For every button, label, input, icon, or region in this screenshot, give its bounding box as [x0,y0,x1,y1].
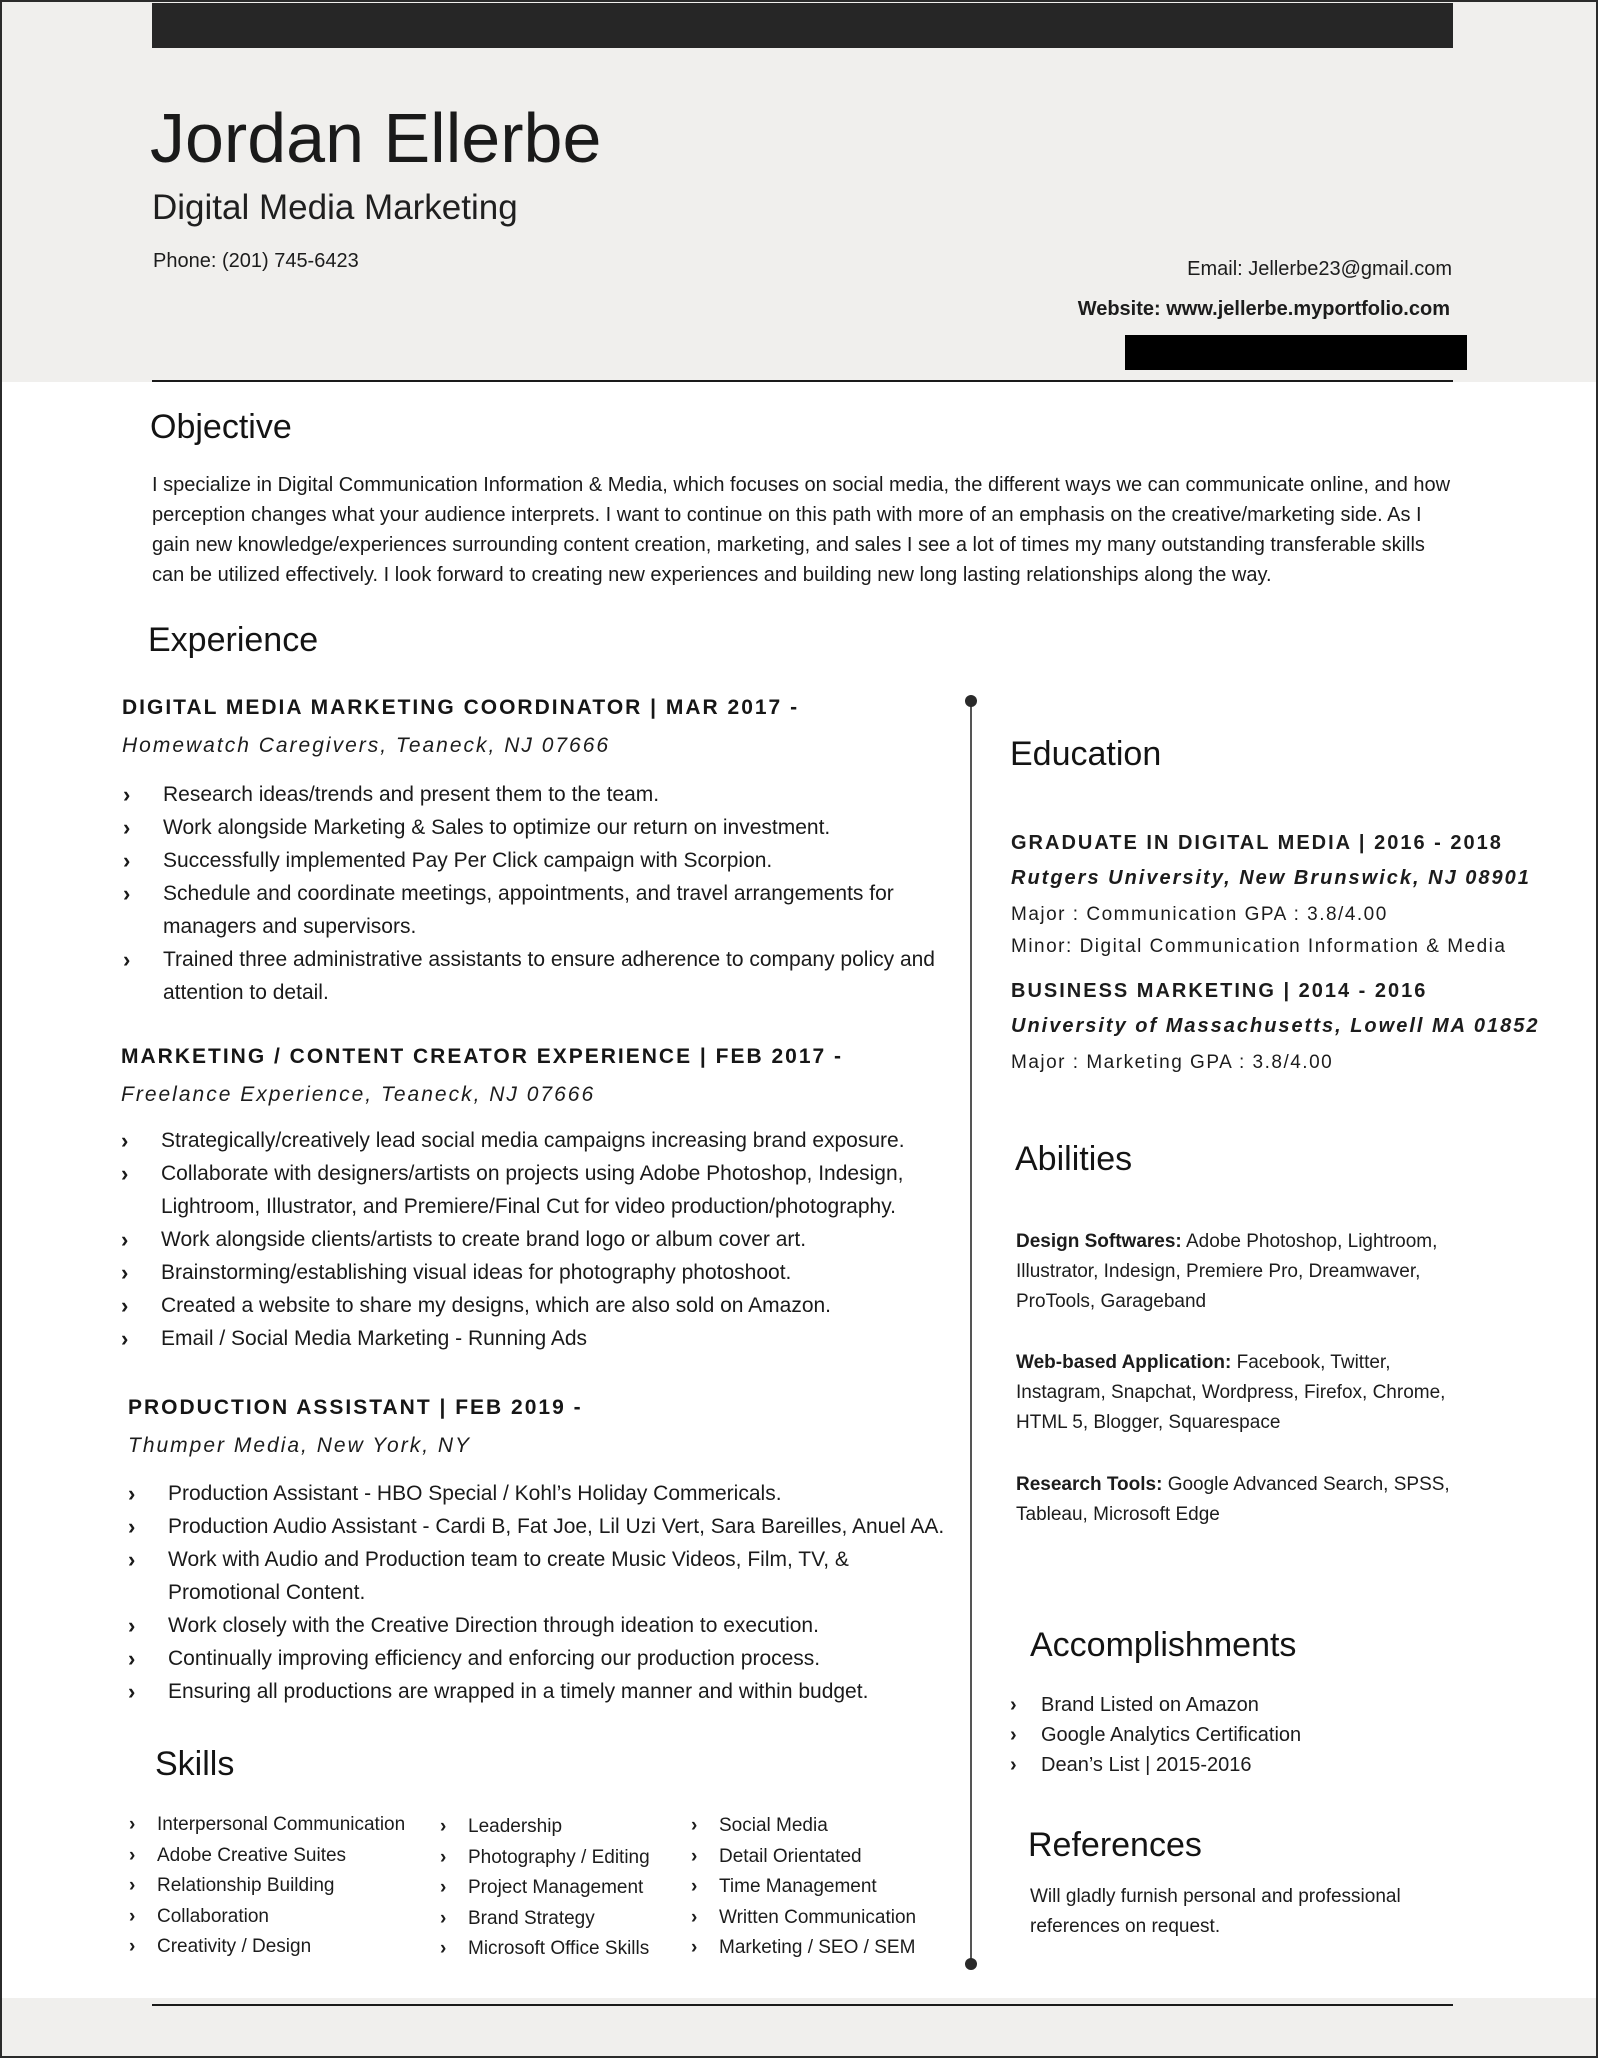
school-name: University of Massachusetts, Lowell MA 01852 [1011,1015,1540,1037]
list-item: › Brand Strategy [440,1904,650,1935]
chevron-right-icon: › [128,1514,136,1539]
objective-text: I specialize in Digital Communication Information & Media, which focuses on social media, the different ways we can communicate online, and how perception changes what your audience interprets. I want to continue on this path with more of an emphasis on the creative/marketing side. As I gain new knowledge/experiences surrounding content creation, marketing, and sales I see a lot of times my many outstanding transferable skills can be utilized effectively. I look forward to creating new experiences and building new long lasting relationships along the way. [152,474,1451,586]
chevron-right-icon: › [123,947,131,972]
list-item: › Leadership [440,1812,650,1843]
major-text: Major : Communication GPA : 3.8/4.00 [1011,904,1388,925]
timeline-divider [970,700,972,1964]
chevron-right-icon: › [121,1326,129,1351]
list-item: › Production Assistant - HBO Special / Kohl’s Holiday Commericals. [128,1477,960,1510]
list-item: › Dean’s List | 2015-2016 [1010,1750,1301,1780]
top-accent-bar [152,3,1453,48]
chevron-right-icon: › [121,1161,129,1186]
list-item: › Email / Social Media Marketing - Running Ads [121,1322,951,1355]
skills-column-2 [440,1812,650,1965]
list-item: › Interpersonal Communication [129,1810,405,1841]
list-item: › Ensuring all productions are wrapped in a timely manner and within budget. [128,1675,960,1708]
chevron-right-icon: › [129,1905,136,1927]
footer-divider [152,2004,1453,2006]
skills-column-1 [129,1810,405,1963]
job-bullets [121,1124,951,1355]
chevron-right-icon: › [691,1906,698,1928]
experience-heading: Experience [148,621,319,659]
phone-text: Phone: (201) 745-6423 [153,250,359,272]
email-text: Email: Jellerbe23@gmail.com [1187,258,1452,280]
chevron-right-icon: › [691,1845,698,1867]
school-name: Rutgers University, New Brunswick, NJ 08901 [1011,867,1531,889]
job-organization: Homewatch Caregivers, Teaneck, NJ 07666 [122,734,611,757]
chevron-right-icon: › [440,1938,447,1959]
chevron-right-icon: › [129,1875,136,1896]
accomplishments-heading: Accomplishments [1030,1626,1297,1664]
list-item: › Strategically/creatively lead social media campaigns increasing brand exposure. [121,1124,951,1157]
list-item: › Relationship Building [129,1871,405,1902]
chevron-right-icon: › [128,1679,136,1704]
job-title: PRODUCTION ASSISTANT | FEB 2019 - [128,1396,583,1419]
chevron-right-icon: › [128,1646,136,1671]
chevron-right-icon: › [129,1936,136,1957]
list-item: › Work closely with the Creative Direction through ideation to execution. [128,1609,960,1642]
chevron-right-icon: › [129,1814,136,1835]
chevron-right-icon: › [121,1260,129,1285]
list-item: › Adobe Creative Suites [129,1841,405,1872]
list-item: › Collaboration [129,1902,405,1933]
list-item: › Research ideas/trends and present them to the team. [123,778,943,811]
list-item: › Successfully implemented Pay Per Click campaign with Scorpion. [123,844,943,877]
list-item: › Microsoft Office Skills [440,1934,650,1965]
chevron-right-icon: › [691,1937,698,1958]
chevron-right-icon: › [691,1876,698,1897]
chevron-right-icon: › [128,1613,136,1638]
chevron-right-icon: › [121,1227,129,1252]
chevron-right-icon: › [1010,1724,1017,1746]
research-tools: Research Tools: Google Advanced Search, SPSS, Tableau, Microsoft Edge [1016,1474,1450,1525]
chevron-right-icon: › [121,1128,129,1153]
abilities-heading: Abilities [1015,1140,1133,1178]
job-organization: Freelance Experience, Teaneck, NJ 07666 [121,1083,596,1106]
list-item: › Social Media [691,1811,916,1842]
education-heading: Education [1010,735,1162,773]
timeline-dot-top [965,695,977,707]
list-item: › Trained three administrative assistants to ensure adherence to company policy and attention to detail. [123,943,943,1009]
chevron-right-icon: › [128,1481,136,1506]
list-item: › Production Audio Assistant - Cardi B, Fat Joe, Lil Uzi Vert, Sara Bareilles, Anuel AA. [128,1510,960,1543]
list-item: › Photography / Editing [440,1843,650,1874]
list-item: › Time Management [691,1872,916,1903]
degree-title: GRADUATE IN DIGITAL MEDIA | 2016 - 2018 [1011,832,1503,854]
list-item: › Detail Orientated [691,1842,916,1873]
degree-title: BUSINESS MARKETING | 2014 - 2016 [1011,980,1428,1002]
website-text: Website: www.jellerbe.myportfolio.com [1077,298,1450,320]
skills-heading: Skills [155,1745,235,1783]
job-organization: Thumper Media, New York, NY [128,1434,472,1457]
chevron-right-icon: › [440,1816,447,1837]
chevron-right-icon: › [123,881,131,906]
list-item: › Continually improving efficiency and enforcing our production process. [128,1642,960,1675]
chevron-right-icon: › [123,782,131,807]
candidate-name: Jordan Ellerbe [150,99,602,177]
list-item: › Created a website to share my designs, which are also sold on Amazon. [121,1289,951,1322]
list-item: › Project Management [440,1873,650,1904]
job-bullets [123,778,943,1009]
footer-background [2,1998,1596,2056]
candidate-title: Digital Media Marketing [152,188,518,227]
list-item: › Work alongside clients/artists to create brand logo or album cover art. [121,1223,951,1256]
job-title: MARKETING / CONTENT CREATOR EXPERIENCE | FEB 2017 - [121,1045,844,1068]
chevron-right-icon: › [440,1877,447,1898]
chevron-right-icon: › [128,1547,136,1572]
list-item: › Google Analytics Certification [1010,1720,1301,1750]
chevron-right-icon: › [691,1815,698,1836]
list-item: › Brand Listed on Amazon [1010,1690,1301,1720]
list-item: › Marketing / SEO / SEM [691,1933,916,1964]
list-item: › Work alongside Marketing & Sales to optimize our return on investment. [123,811,943,844]
chevron-right-icon: › [1010,1694,1017,1716]
chevron-right-icon: › [440,1907,447,1929]
chevron-right-icon: › [440,1846,447,1868]
job-bullets [128,1477,960,1708]
list-item: › Collaborate with designers/artists on projects using Adobe Photoshop, Indesign, Lightroom, Illustrator, and Premiere/Final Cut for video production/photography. [121,1157,951,1223]
list-item: › Work with Audio and Production team to create Music Videos, Film, TV, & Promotional Content. [128,1543,960,1609]
redaction-bar [1125,335,1467,370]
list-item: › Creativity / Design [129,1932,405,1963]
major-text: Major : Marketing GPA : 3.8/4.00 [1011,1052,1334,1073]
chevron-right-icon: › [129,1844,136,1866]
objective-heading: Objective [150,408,292,446]
timeline-dot-bottom [965,1958,977,1970]
skills-column-3 [691,1811,916,1964]
accomplishments-list [1010,1690,1301,1780]
list-item: › Brainstorming/establishing visual ideas for photography photoshoot. [121,1256,951,1289]
chevron-right-icon: › [123,848,131,873]
references-text: Will gladly furnish personal and professional references on request. [1030,1886,1401,1937]
header-divider [152,380,1453,382]
chevron-right-icon: › [123,815,131,840]
list-item: › Written Communication [691,1903,916,1934]
chevron-right-icon: › [121,1293,129,1318]
web-applications: Web-based Application: Facebook, Twitter, Instagram, Snapchat, Wordpress, Firefox, Chrome, HTML 5, Blogger, Squarespace [1016,1352,1446,1433]
chevron-right-icon: › [1010,1754,1017,1776]
job-title: DIGITAL MEDIA MARKETING COORDINATOR | MAR 2017 - [122,696,800,719]
references-heading: References [1028,1826,1202,1864]
minor-text: Minor: Digital Communication Information & Media [1011,936,1507,957]
list-item: › Schedule and coordinate meetings, appointments, and travel arrangements for managers and supervisors. [123,877,943,943]
design-softwares: Design Softwares: Adobe Photoshop, Lightroom, Illustrator, Indesign, Premiere Pro, Dreamwaver, ProTools, Garageband [1016,1231,1438,1312]
